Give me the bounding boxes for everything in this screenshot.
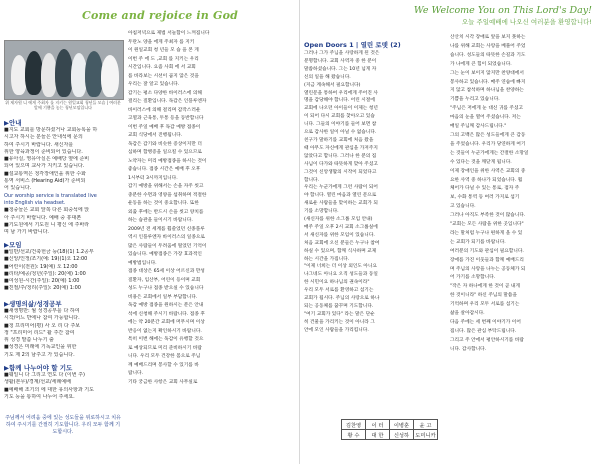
roster-cell: 대 한	[366, 430, 390, 440]
info-item: 되어 있으며 교사가 지키고 있습니다.	[4, 163, 85, 170]
info-item: 며 남 가기 바랍니다.	[4, 229, 49, 236]
offering-item: ■어린이(전원): 19(예) 오 12:00	[4, 263, 78, 270]
info-item: ■기도원에서 기도원 니 평신 에 주바라	[4, 221, 90, 228]
offering-item: ■여성원-시간(주일): 20(예) 1:00	[4, 278, 80, 285]
roster-cell: 김찬영	[342, 420, 366, 430]
welcome-header	[414, 5, 592, 26]
roster-cell: 신성하	[390, 430, 414, 440]
photo-caption: 위 제자원 니 에게 주최자 를 지키는 원일교회 청년들 모습 | 여러분 앞에 기쁨을 놓는 청년모임입니다	[5, 100, 121, 110]
info-item: 위한 양육과정이 준비되어 있습니다.	[4, 148, 83, 155]
open-doors-column-1: 그러나 그가 주님을 사랑하게 된 것은 분명합니다. 교회 사역자 중 한 분이 말씀하셨습니다. 그는 10년 넘게 자 신의 일을 해 왔습니다. (지금 계속해서 필요합니다) 열린문을 통하여 우리에게 주어진 사 명을 감당해야 합니다. 어린 시절에 교회에 나오던 아이들이 이제는 청년 이 되어 다시 교회를 찾아오고 있습 니다. 그들의 이야기를 들어 보면 참 으로 감사한 일이 아닐 수 없습니다. 친구가 말하기를 교회에 처음 왔을 때 아무도 자신에게 관심을 가져주지 않았다고 합니다. 그러나 한 분의 집 사님이 다가와 따뜻하게 맞아 주셨고 그것이 신앙생활의 시작이 되었다고 합니다. 우리는 누군가에게 그런 사람이 되어 야 합니다. 열린 마음과 열린 문으로 새로운 사람들을 맞이하는 교회가 되 기를 소망합니다. (새신자를 위한 소그룹 모임 안내) 매주 주일 오후 2시 교회 소그룹실에 서 새신자를 위한 모임이 있습니다. 처음 교회에 오신 분들은 누구나 참여 하실 수 있으며, 함께 식사하며 교제 하는 시간을 가집니다. "이제 너희는 더 이상 외인도 아니요 나그네도 아니요 오직 성도들과 동일 한 시민이요 하나님의 권속이라" 우리 모두 서로를 환영하고 섬기는 교회가 됩시다. 주님의 사랑으로 하나 되는 공동체를 꿈꾸며 기도합니다. "여기 교회가 있다" 라는 말은 단순 히 건물을 가리키는 것이 아니라 그 안에 모인 사람들을 가리킵니다.	[304, 51, 380, 333]
prayer-item: 기도 등을 통하여 나누어 주세요.	[4, 393, 75, 400]
study-item: 위 성경 말씀 나누기 출	[4, 337, 54, 344]
table-row	[342, 430, 438, 440]
info-item: ■청중들은 교회 앞쪽 다른 회중석에 앉	[4, 207, 90, 214]
info-section-title: ▶안내	[4, 119, 22, 127]
roster-cell: 이 터	[366, 420, 390, 430]
right-page	[300, 0, 600, 464]
offering-item: ■신앙/인정/조기(예: 19)(1)오 12:00	[4, 256, 88, 263]
info-item-english: into English via headset.	[4, 199, 66, 206]
weekly-message-column: 아침저녁으로 제법 서늘함이 느껴집니다 두란노 양을 에게 주최자 를 지키 이 원일교회 청 년들 모 습 을 본 게 이번 주 에 도 ,교회 를 지키는 우리 시간입니다. 요즘 사회 에 서 교회 를 바라보는 시선이 곱지 않은 것을 우리는 잘 알고 있습니다. 감기는 평소 다양한 바이러스에 의해 걸리는 질환입니다. 독감은 인플루엔자 바이러스에 의해 걸리며 갑작스러운 고열과 근육통, 두통 등을 동반합니다 이번 주일 예배 후 독감 예방 접종이 교회 식당에서 진행됩니다. 독감은 감기와 비슷한 증상이지만 더 심하며 합병증을 일으킬 수 있으므로 노약자는 미리 예방접종을 하시는 것이 좋습니다. 접종 시간은 예배 후 오후 1시부터 3시까지입니다. 감기 예방을 위해서는 손을 자주 씻고 충분한 수면과 영양을 섭취하며 적절한 운동을 하는 것이 중요합니다. 또한 외출 후에는 반드시 손을 씻고 양치를 하는 습관을 들이시기 바랍니다. 2009년 전 세계를 휩쓸었던 신종플루 역시 인플루엔자 바이러스의 일종으로 많은 사람들이 두려움에 떨었던 기억이 있습니다. 예방접종은 가장 효과적인 예방법입니다. 접종 대상은 65세 이상 어르신과 만성 질환자, 임산부, 어린이 등이며 교회 성도 누구나 접종 받으실 수 있습니다 비용은 교회에서 일부 부담합니다. 독감 예방 접종을 원하시는 분은 안내 석에 신청해 주시기 바랍니다. 접종 후 에는 약 20분간 교회에 머무시며 이상 반응이 없는지 확인하시기 바랍니다. 특히 이번 해에는 독감이 유행할 것으 로 예상되므로 미리 준비하시기 바랍 니다. 우리 모두 건강한 몸으로 주님 께 예배드리며 봉사할 수 있기를 바 랍니다. 기타 궁금한 사항은 교회 사무실로	[128, 31, 210, 385]
roster-cell: 이병훈	[390, 420, 414, 430]
roster-cell: 윤 고	[414, 420, 438, 430]
study-section-title: ▶생명의삶/성경공부	[4, 300, 62, 308]
info-item: 하여 주시기 바랍니다. 새신자를	[4, 141, 74, 148]
left-page-header: Come and rejoice in God	[82, 9, 239, 22]
offering-item: ■일반/선교/건축헌금 등(18)(1) 1.2공부	[4, 249, 94, 255]
closing-prayer-note: 주님께서 어려움 중에 있는 성도들을 위로하시고 치유하여 주시기를 간절히 기도합니다. 우리 모두 함께 기도합시다.	[5, 415, 121, 435]
info-item: ■설교통역은 청각장애인을 위한 수화	[4, 170, 86, 177]
offerings-section-title: ▶모임	[4, 241, 22, 249]
prayer-item: 생활(본무)/경계/선교/세례예배	[4, 379, 71, 386]
study-item: 기도 제 2의 남주고 가 있습니다.	[4, 351, 75, 358]
open-doors-title: Open Doors 1 | 열린 로뎃 (2)	[304, 41, 401, 49]
offering-item: ■친절/주/청리(주일): 20(예) 1:00	[4, 285, 81, 292]
prayer-list	[4, 372, 122, 401]
info-item: 시고자 하시는 분들은 안내석에 문의	[4, 134, 83, 141]
info-item-english: Our worship service is translated live	[4, 192, 97, 199]
prayer-section-title: ▶함께 나누어야 할 기도	[4, 364, 73, 372]
info-item: ■지도 교회를 방문하셨거나 교회등록을 하	[4, 127, 98, 133]
prayer-item: ■웨일니 다 그리고 연도 다 (이번 주)	[4, 372, 85, 378]
info-item: ■유아실, 영유아실은 예배당 옆에 준비	[4, 156, 90, 163]
welcome-header-korean: 오늘 주일예배에 나오신 여러분을 환영합니다!	[461, 18, 592, 26]
study-item: ■청 프리미어(평) 사 오 리 다 주보	[4, 322, 81, 329]
info-item: 아 주시기 바랍니다. 예배 중 휴대폰	[4, 214, 82, 221]
study-item: ■성경은 미래에 기독교인을 위한	[4, 344, 77, 351]
offering-item: ■리타/예공/청년(주일): 20(예) 1:00	[4, 270, 86, 277]
open-doors-column-2: 산산치 시각 장애로 앞을 보지 못하는 나를 위해 교회는 사랑을 베풀어 주었 습니다. 성도들의 따뜻한 손길과 기도 가 나에게 큰 힘이 되었습니다. 그는 눈이 보이지 않지만 찬양대에서 봉사하고 있습니다. 매주 연습에 빠지 지 않고 참석하며 하나님을 찬양하는 기쁨을 누리고 있습니다. "주님은 저에게 눈 대신 귀를 주셨고 마음의 눈을 열어 주셨습니다. 저는 매일 주님께 감사드립니다." 그의 고백은 많은 성도들에게 큰 감동 을 주었습니다. 우리가 당연하게 여기 는 것들이 누군가에게는 간절한 소망일 수 있다는 것을 깨닫게 됩니다. 이제 장애인을 위한 사역은 교회의 중 요한 사역 중 하나가 되었습니다. 휠 체어가 다닐 수 있는 통로, 점자 주 보, 수화 통역 등 여러 가지로 섬기 고 있습니다. 그러나 아직도 부족한 것이 많습니다. "교회는 모든 사람을 위한 곳입니다" 라는 말처럼 누구나 편하게 올 수 있 는 교회가 되기를 바랍니다. 여러분의 기도와 관심이 필요합니다. 장애를 가진 이웃들과 함께 예배드리 며 주님의 사랑을 나누는 공동체가 되 어 가기를 소망합니다. "작은 자 하나에게 한 것이 곧 내게 한 것이니라" 하신 주님의 말씀을 기억하며 우리 모두 서로를 섬기는 삶을 살아갑시다. 다음 주에는 세 번째 이야기가 이어 집니다. 많은 관심 부탁드립니다. 그리고 주 안에서 평안하시기를 바랍 니다. 감사합니다.	[450, 35, 529, 352]
table-row	[342, 420, 438, 430]
study-list	[4, 308, 122, 359]
roster-cell: 황 수	[342, 430, 366, 440]
study-item: 시작/어느 반에나 참여 가능합니다.	[4, 315, 80, 322]
roster-cell: 도미니카	[414, 430, 438, 440]
study-item: 정 "프리미어 리드" 활 주간 참여	[4, 329, 75, 336]
info-list	[4, 127, 122, 236]
serving-roster-table	[341, 419, 438, 440]
info-item: 어 있습니다.	[4, 185, 32, 192]
group-photo	[4, 40, 124, 100]
study-item: ■새생명반: 월 성경공부를 다 하여	[4, 308, 80, 314]
welcome-header-english: We Welcome You on This Lord's Day!	[413, 5, 592, 16]
offerings-list	[4, 249, 122, 293]
prayer-item: ■예배해 조기의 에 대한 유의사항과 기도	[4, 386, 94, 393]
info-item: 통역 서비스 (Hearing Aid)가 준비되	[4, 178, 86, 185]
